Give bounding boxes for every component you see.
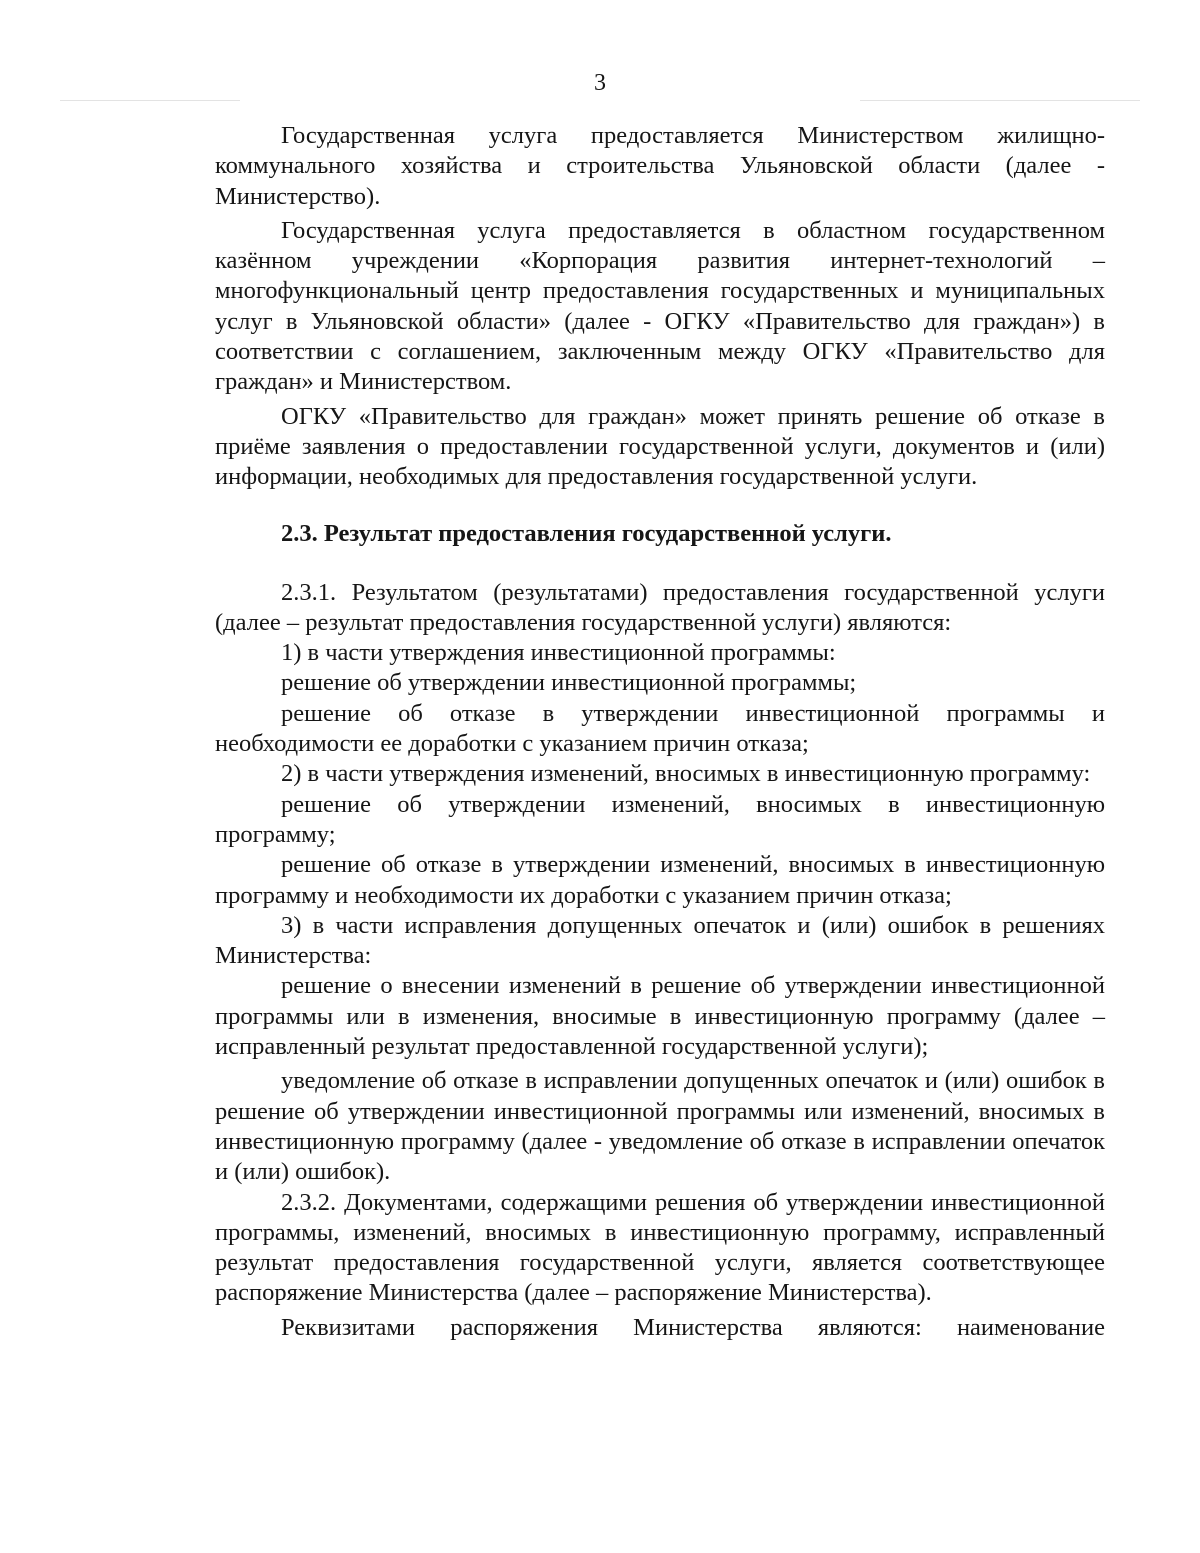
paragraph: Государственная услуга предоставляется Министерством жилищно-коммунального хозяйства и строительства Ульяновской области (далее - Министерство). (215, 122, 1105, 210)
paragraph: решение об утверждении инвестиционной программы; (281, 669, 857, 697)
scan-artifact (60, 100, 240, 101)
paragraph: 2) в части утверждения изменений, вносимых в инвестиционную программу: (281, 760, 1091, 788)
paragraph: решение об утверждении изменений, вносимых в инвестиционную программу; (215, 790, 1105, 848)
paragraph: 1) в части утверждения инвестиционной программы: (281, 639, 836, 667)
paragraph: решение об отказе в утверждении инвестиционной программы и необходимости ее доработки с указанием причин отказа; (215, 699, 1105, 758)
paragraph: ОГКУ «Правительство для граждан» может принять решение об отказе в приёме заявления о предоставлении государственной услуги, документов и (или) информации, необходимых для предоставления государственной услуги. (215, 402, 1105, 491)
paragraph: Государственная услуга предоставляется в областном государственном казённом учреждении «Корпорация развития интернет-технологий – многофункциональный центр предоставления государственных и муниципальных услуг в Ульяновской области» (далее - ОГКУ «Правительство для граждан») в соответствии с соглашением, заключенным между ОГКУ «Правительство для граждан» и Министерством. (215, 216, 1105, 396)
paragraph: уведомление об отказе в исправлении допущенных опечаток и (или) ошибок в решение об утверждении инвестиционной программы или изменений, вносимых в инвестиционную программу (далее - уведомление об отказе в исправлении опечаток и (или) ошибок). (215, 1067, 1105, 1186)
scan-artifact (860, 100, 1140, 101)
paragraph: Реквизитами распоряжения Министерства являются: наименование (281, 1313, 1105, 1341)
paragraph: 2.3.1. Результатом (результатами) предоставления государственной услуги (далее – результат предоставления государственной услуги) являются: (215, 578, 1105, 636)
page-number: 3 (594, 70, 606, 96)
section-heading: 2.3. Результат предоставления государственной услуги. (281, 519, 892, 547)
paragraph: решение о внесении изменений в решение об утверждении инвестиционной программы или в изменения, вносимые в инвестиционную программу (далее – исправленный результат предоставленной государственной услуги); (215, 972, 1105, 1061)
paragraph: 2.3.2. Документами, содержащими решения об утверждении инвестиционной программы, изменений, вносимых в инвестиционную программу, исправленный результат предоставления государственной услуги, является соответствующее распоряжение Министерства (далее – распоряжение Министерства). (215, 1188, 1105, 1307)
document-body (215, 121, 1105, 1343)
paragraph: решение об отказе в утверждении изменений, вносимых в инвестиционную программу и необходимости их доработки с указанием причин отказа; (215, 851, 1105, 909)
paragraph: 3) в части исправления допущенных опечаток и (или) ошибок в решениях Министерства: (215, 911, 1105, 970)
